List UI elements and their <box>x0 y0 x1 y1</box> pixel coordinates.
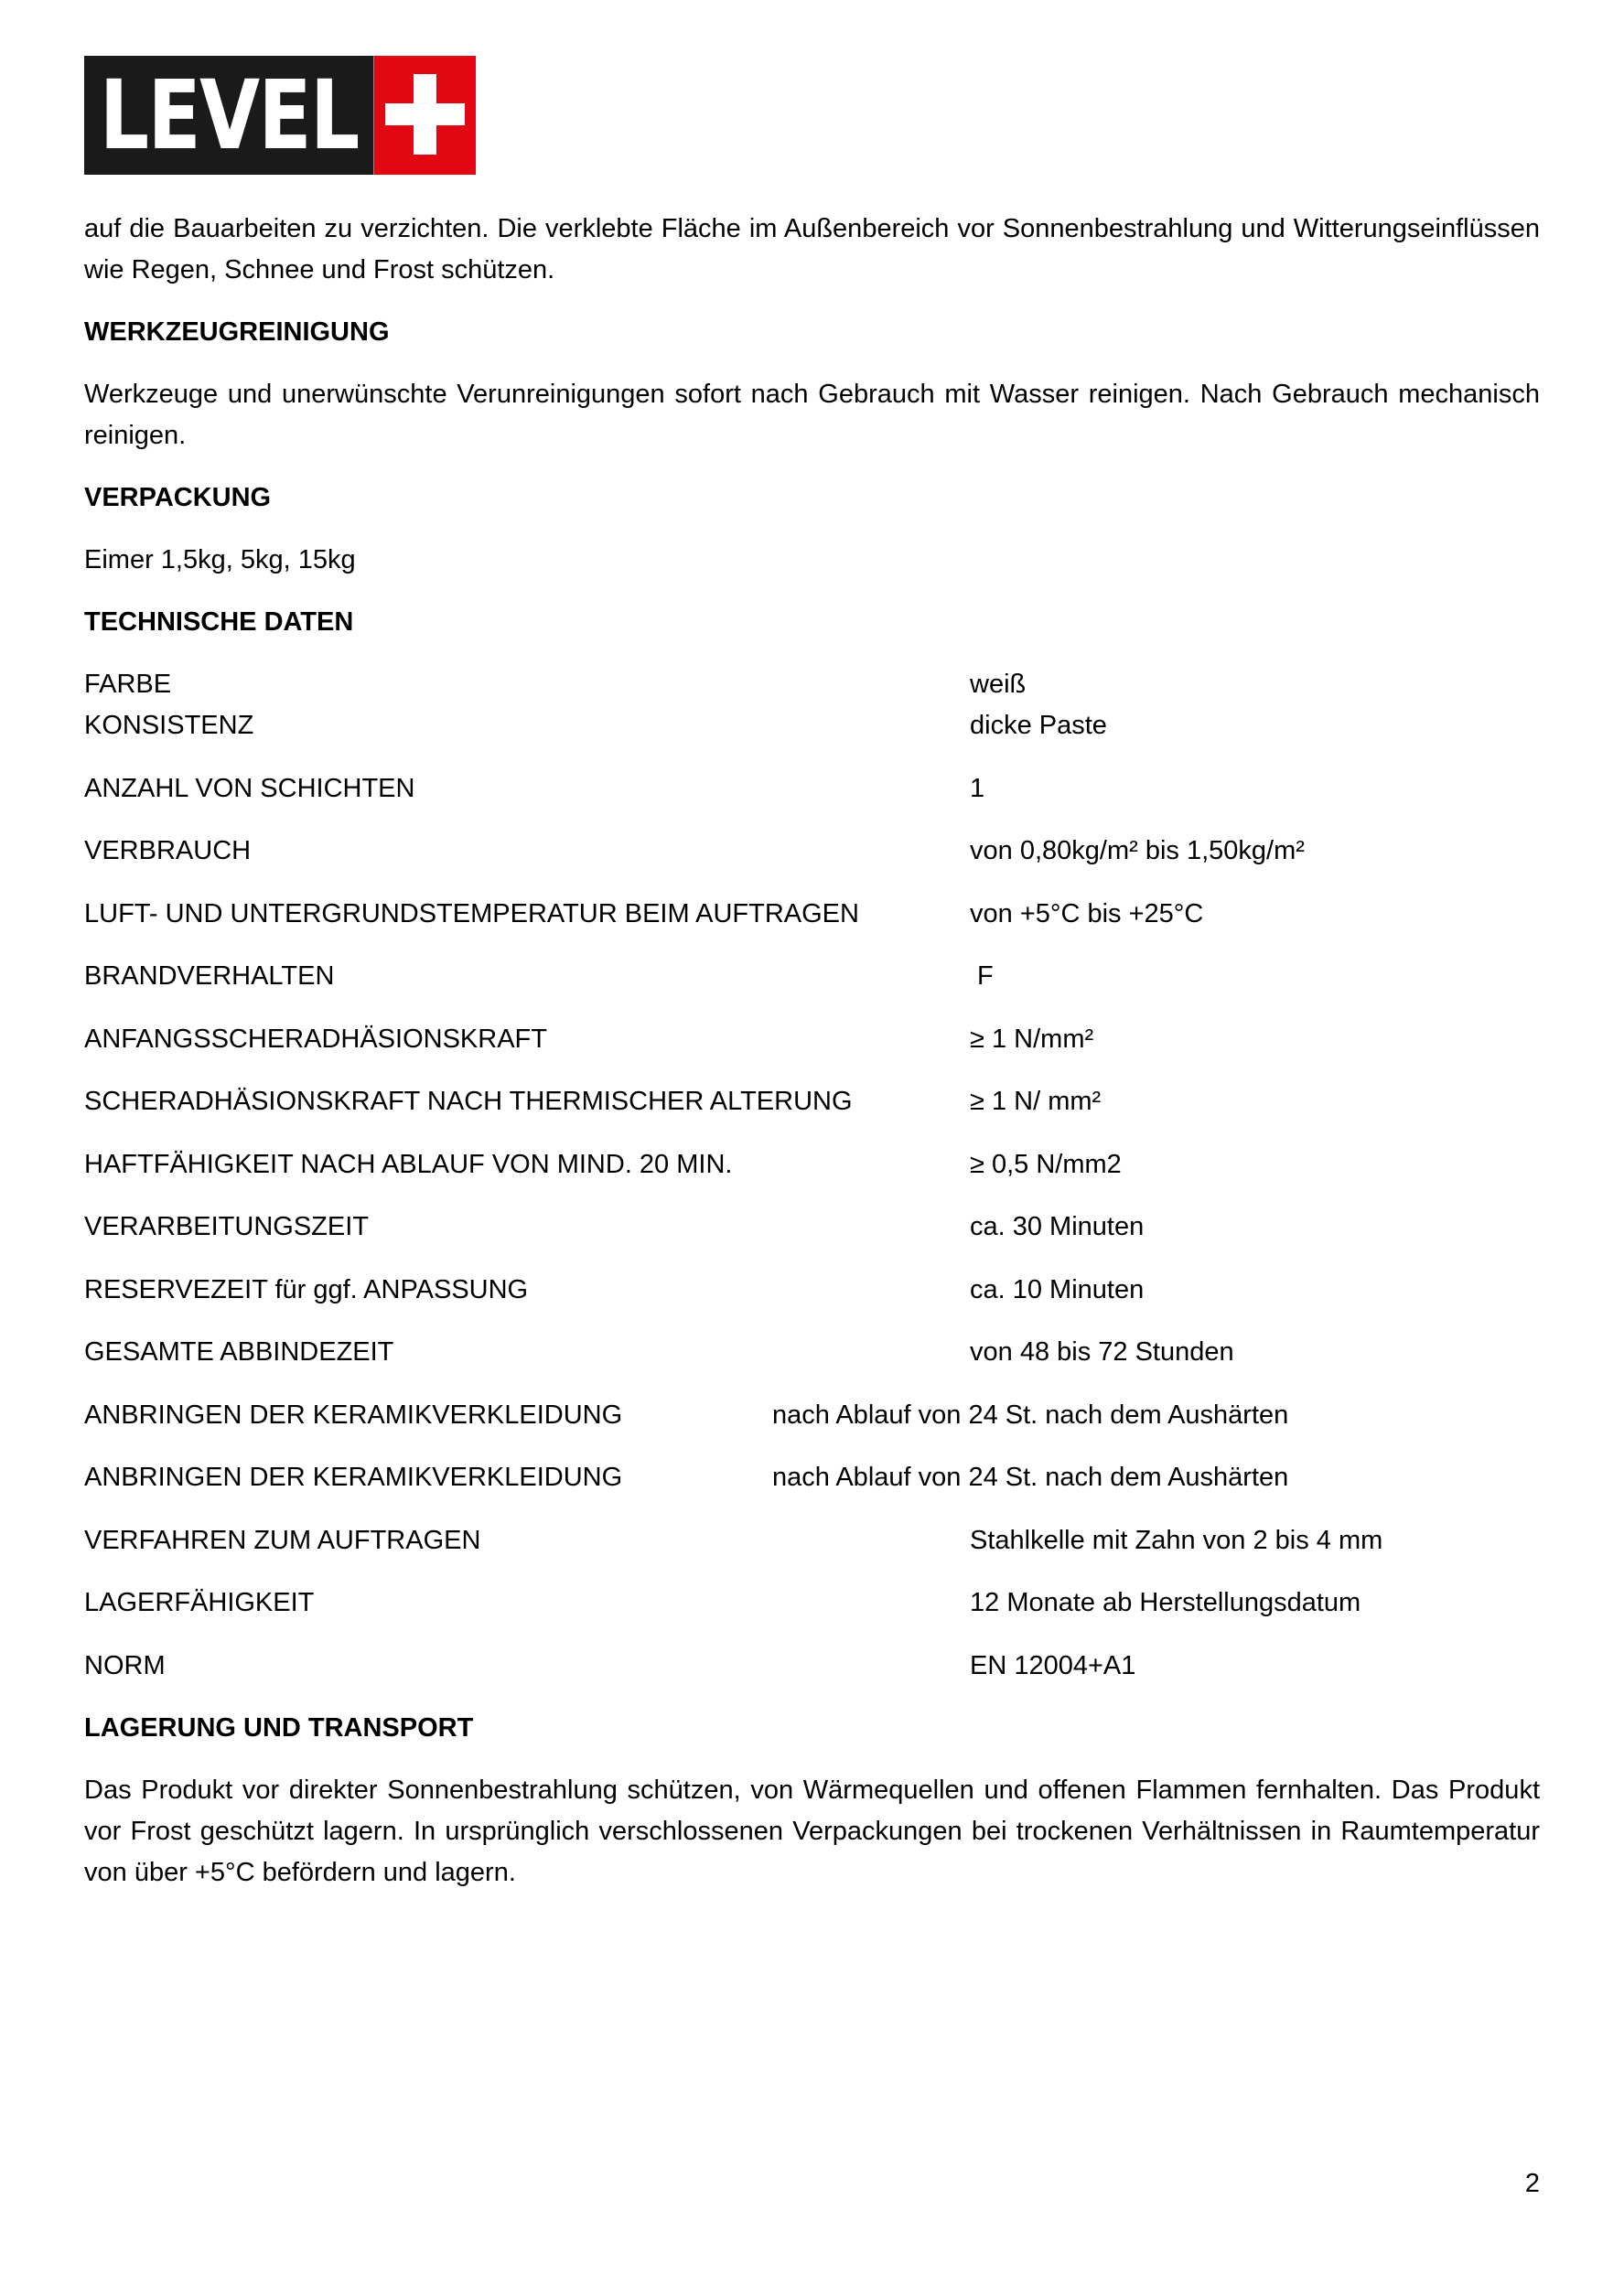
row-value: von 0,80kg/m² bis 1,50kg/m² <box>970 836 1305 865</box>
heading-packaging: VERPACKUNG <box>84 483 272 512</box>
table-row <box>84 1270 1540 1333</box>
table-row <box>84 1332 1540 1395</box>
row-label: LAGERFÄHIGKEIT <box>84 1588 315 1617</box>
packaging-text: Eimer 1,5kg, 5kg, 15kg <box>84 545 356 574</box>
brand-logo <box>84 56 476 175</box>
row-label: HAFTFÄHIGKEIT NACH ABLAUF VON MIND. 20 MIN. <box>84 1149 733 1179</box>
row-value: ca. 10 Minuten <box>970 1274 1145 1304</box>
table-row <box>84 1583 1540 1646</box>
table-row <box>84 1646 1540 1687</box>
row-label: ANFANGSSCHERADHÄSIONSKRAFT <box>84 1024 547 1054</box>
row-value: F <box>977 961 994 991</box>
row-value: ≥ 1 N/mm² <box>970 1024 1094 1054</box>
row-label: NORM <box>84 1650 166 1680</box>
intro-paragraph: auf die Bauarbeiten zu verzichten. Die verklebte Fläche im Außenbereich vor Sonnenbestrahlung und Witterungseinflüssen wie Regen, Schnee und Frost schützen. <box>84 214 1540 284</box>
row-value: ca. 30 Minuten <box>970 1212 1145 1241</box>
table-row <box>84 768 1540 831</box>
tool-cleaning-text: Werkzeuge und unerwünschte Verunreinigungen sofort nach Gebrauch mit Wasser reinigen. Nach Gebrauch mechanisch reinigen. <box>84 380 1540 450</box>
plus-icon-glyph <box>374 56 476 175</box>
heading-tool-cleaning: WERKZEUGREINIGUNG <box>84 317 390 347</box>
row-value: Stahlkelle mit Zahn von 2 bis 4 mm <box>970 1525 1383 1555</box>
row-label: VERFAHREN ZUM AUFTRAGEN <box>84 1525 481 1555</box>
row-value: weiß <box>970 670 1027 699</box>
table-row <box>84 664 1540 705</box>
table-row <box>84 894 1540 957</box>
row-value: 1 <box>970 773 985 803</box>
row-label: RESERVEZEIT für ggf. ANPASSUNG <box>84 1274 529 1304</box>
logo-wordmark: LEVEL <box>84 56 374 175</box>
row-label: ANZAHL VON SCHICHTEN <box>84 773 415 803</box>
page-number: 2 <box>1524 2169 1540 2198</box>
row-label: GESAMTE ABBINDEZEIT <box>84 1337 394 1367</box>
table-row <box>84 1207 1540 1270</box>
technical-data-table <box>84 664 1540 1687</box>
table-row <box>84 1520 1540 1583</box>
table-row <box>84 705 1540 768</box>
row-label: VERARBEITUNGSZEIT <box>84 1212 369 1241</box>
heading-storage-transport: LAGERUNG UND TRANSPORT <box>84 1712 474 1743</box>
row-value: dicke Paste <box>970 711 1107 740</box>
row-value: ≥ 1 N/ mm² <box>970 1087 1102 1116</box>
row-label: BRANDVERHALTEN <box>84 961 335 991</box>
table-row <box>84 1144 1540 1207</box>
row-label: SCHERADHÄSIONSKRAFT NACH THERMISCHER ALTERUNG <box>84 1087 853 1116</box>
plus-icon <box>374 56 476 175</box>
row-label: ANBRINGEN DER KERAMIKVERKLEIDUNG <box>84 1400 623 1430</box>
row-value: nach Ablauf von 24 St. nach dem Aushärten <box>772 1463 1289 1492</box>
table-row <box>84 1457 1540 1520</box>
row-label: LUFT- UND UNTERGRUNDSTEMPERATUR BEIM AUFTRAGEN <box>84 898 859 928</box>
row-value: ≥ 0,5 N/mm2 <box>970 1149 1122 1179</box>
row-value: 12 Monate ab Herstellungsdatum <box>970 1588 1361 1617</box>
row-label: KONSISTENZ <box>84 711 254 740</box>
storage-transport-text: Das Produkt vor direkter Sonnenbestrahlung schützen, von Wärmequellen und offenen Flammen fernhalten. Das Produkt vor Frost geschützt lagern. In ursprünglich verschlossenen Verpackungen bei trockenen Verhältnissen in Raumtemperatur von über +5°C befördern und lagern. <box>84 1775 1540 1887</box>
table-row <box>84 831 1540 894</box>
table-row <box>84 956 1540 1019</box>
heading-technical-data: TECHNISCHE DATEN <box>84 607 354 637</box>
row-value: von +5°C bis +25°C <box>970 898 1204 928</box>
table-row <box>84 1019 1540 1082</box>
document-body <box>84 209 1540 1894</box>
row-label: FARBE <box>84 670 172 699</box>
row-value: EN 12004+A1 <box>970 1650 1136 1680</box>
table-row <box>84 1081 1540 1144</box>
row-label: ANBRINGEN DER KERAMIKVERKLEIDUNG <box>84 1463 623 1492</box>
row-label: VERBRAUCH <box>84 836 252 865</box>
table-row <box>84 1395 1540 1458</box>
row-value: von 48 bis 72 Stunden <box>970 1337 1234 1367</box>
row-value: nach Ablauf von 24 St. nach dem Aushärten <box>772 1400 1289 1430</box>
